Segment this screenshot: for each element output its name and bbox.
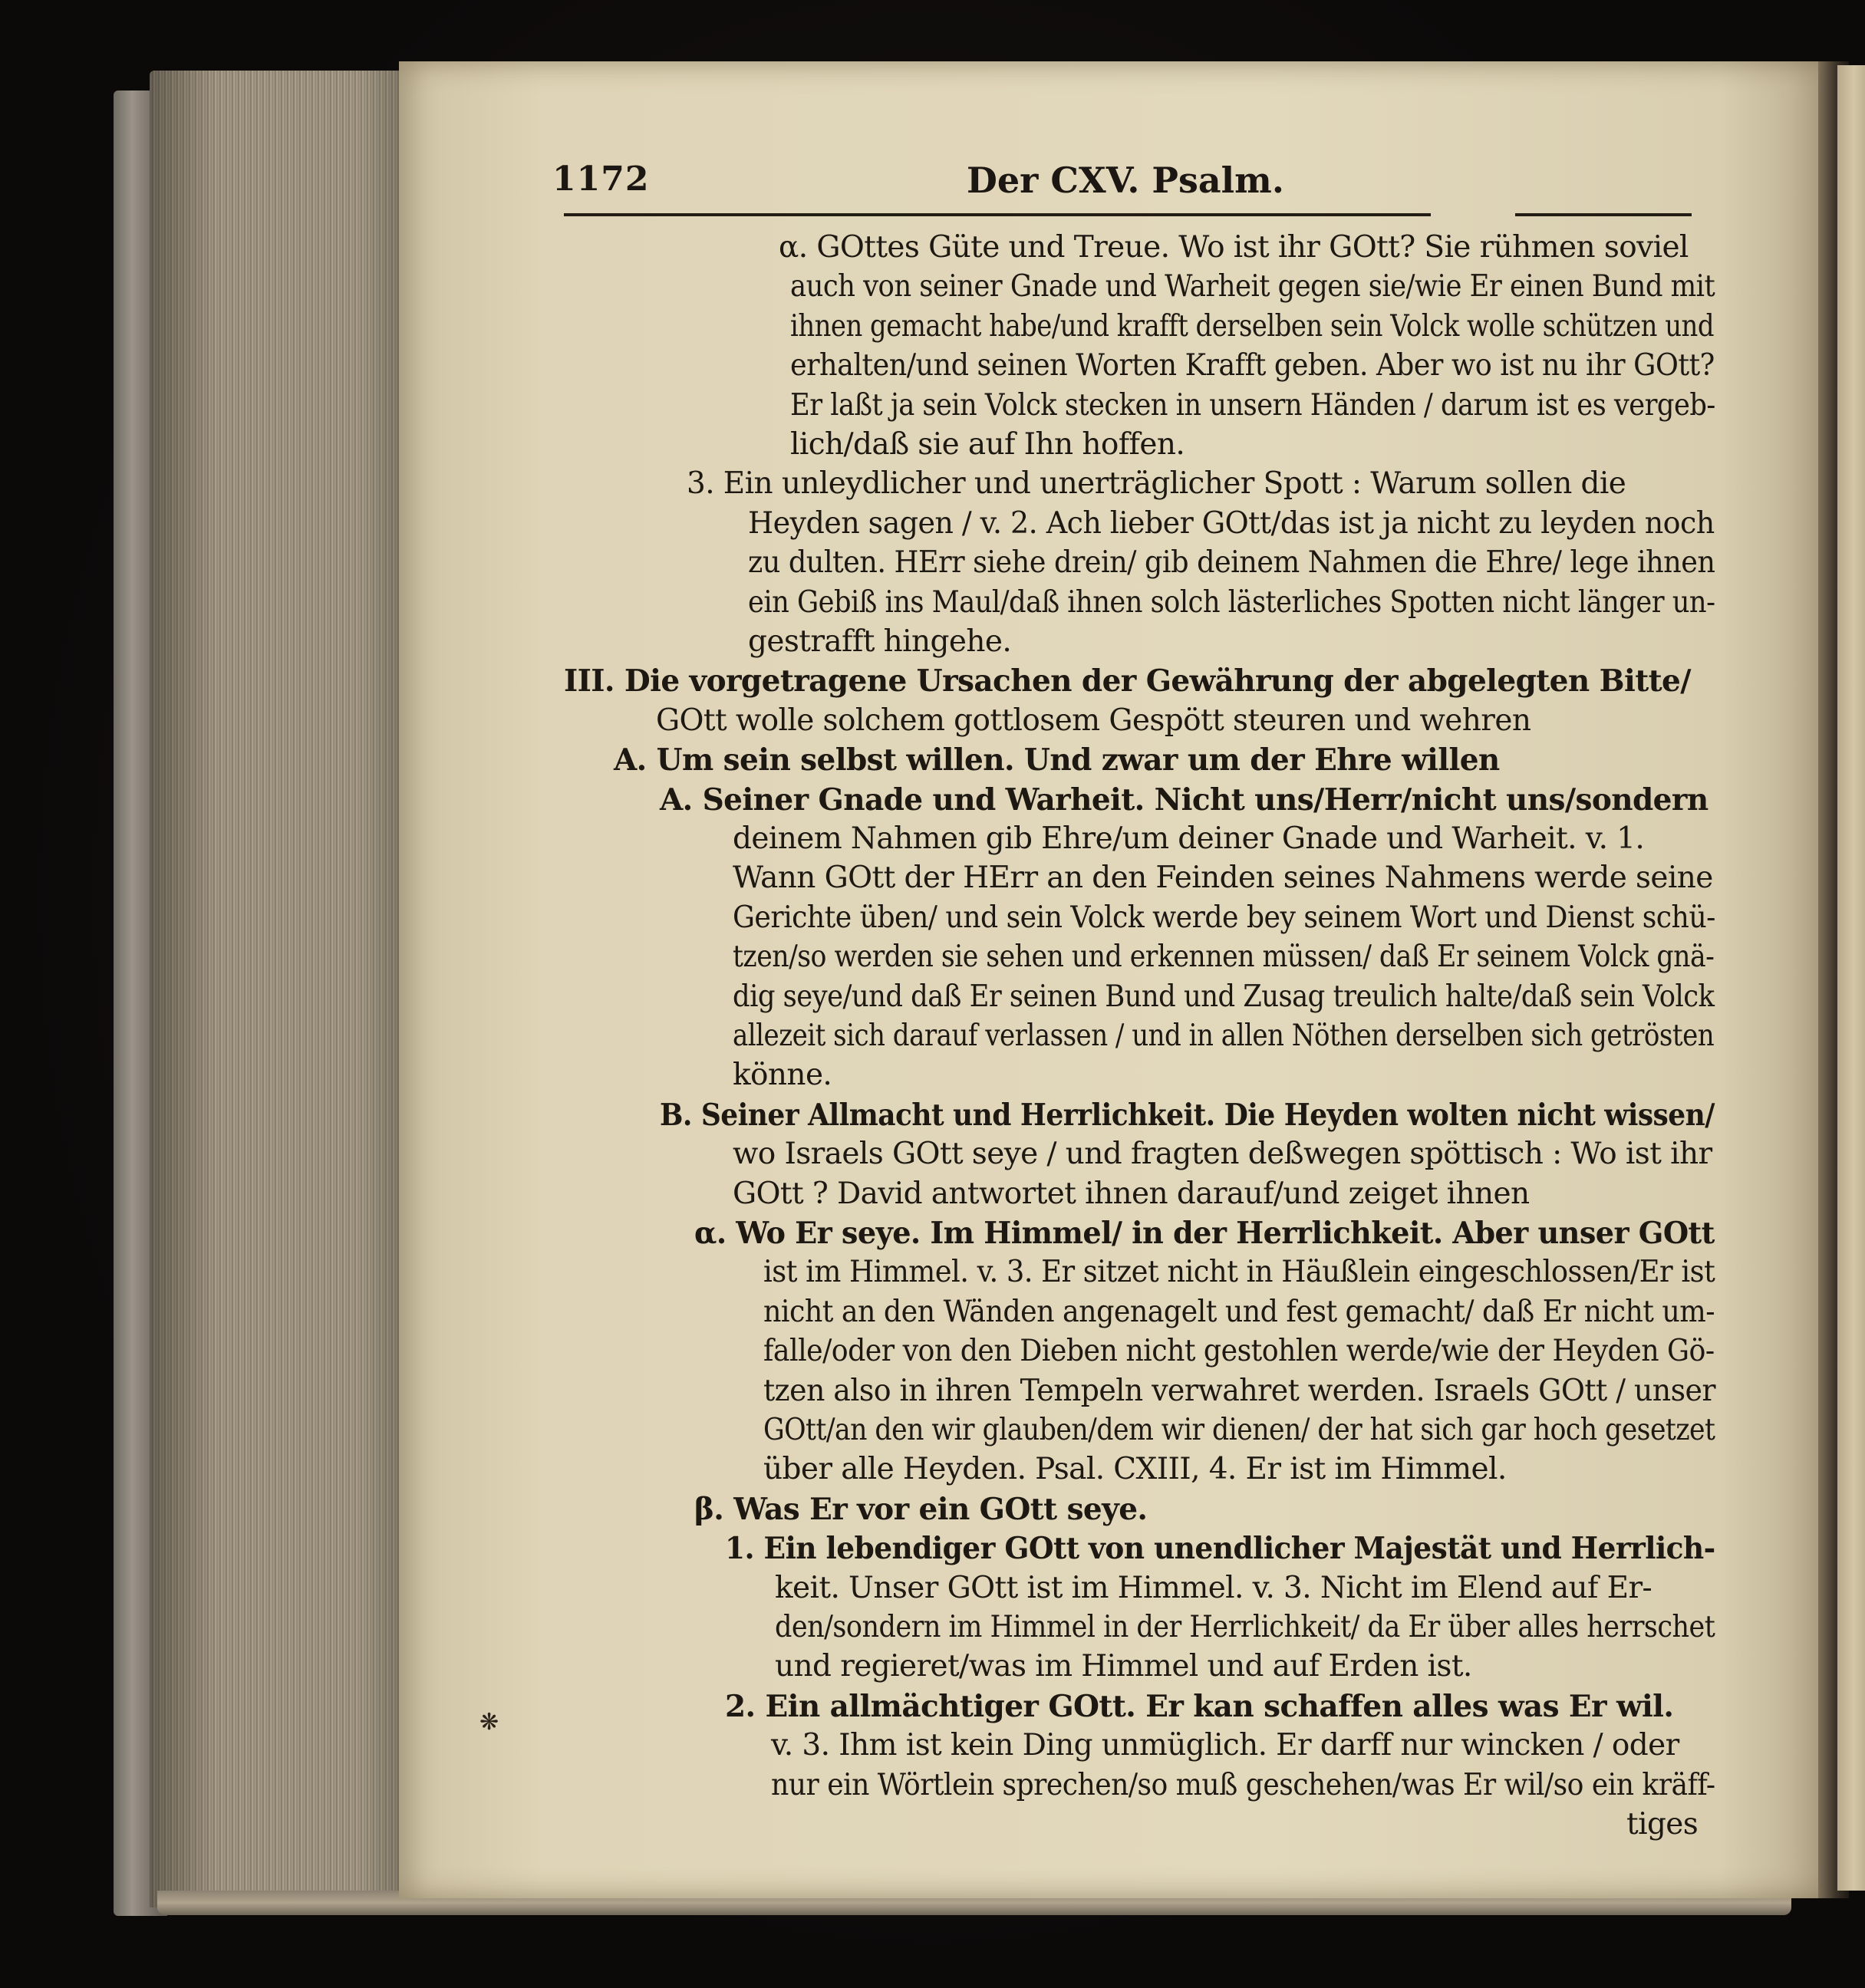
text-line: zu dulten. HErr siehe drein/ gib deinem Nahmen die Ehre/ lege ihnen (748, 545, 1715, 580)
marginal-mark: ❋ (479, 1709, 499, 1736)
page-number: 1172 (552, 160, 650, 199)
text-line: tzen also in ihren Tempeln verwahret werden. Israels GOtt / unser (763, 1374, 1715, 1408)
text-line: tiges (1626, 1807, 1699, 1842)
text-line: nicht an den Wänden angenagelt und fest gemacht/ daß Er nicht um- (763, 1295, 1715, 1329)
text-line: v. 3. Ihm ist kein Ding unmüglich. Er darff nur wincken / oder (771, 1728, 1679, 1763)
text-line: auch von seiner Gnade und Warheit gegen sie/wie Er einen Bund mit (790, 269, 1715, 304)
text-line: nur ein Wörtlein sprechen/so muß geschehen/was Er wil/so ein kräff- (771, 1768, 1715, 1802)
text-line: allezeit sich darauf verlassen / und in allen Nöthen derselben sich getrösten (733, 1019, 1715, 1053)
text-line: Heyden sagen / v. 2. Ach lieber GOtt/das ist ja nicht zu leyden noch (748, 506, 1715, 541)
text-line: und regieret/was im Himmel und auf Erden ist. (775, 1649, 1472, 1684)
text-line: 3. Ein unleydlicher und unerträglicher Spott : Warum sollen die (687, 466, 1626, 501)
text-line: Er laßt ja sein Volck stecken in unsern Händen / darum ist es vergeb- (790, 388, 1715, 423)
text-line: ihnen gemacht habe/und krafft derselben sein Volck wolle schützen und (790, 309, 1715, 344)
text-line: A. Seiner Gnade und Warheit. Nicht uns/Herr/nicht uns/sondern (660, 782, 1708, 818)
text-line: keit. Unser GOtt ist im Himmel. v. 3. Nicht im Elend auf Er- (775, 1571, 1652, 1605)
running-head: Der CXV. Psalm. (967, 160, 1284, 201)
text-line: 2. Ein allmächtiger GOtt. Er kan schaffen alles was Er wil. (725, 1689, 1674, 1724)
text-line: könne. (733, 1058, 832, 1092)
text-line: erhalten/und seinen Worten Krafft geben. Aber wo ist nu ihr GOtt? (790, 348, 1715, 383)
text-line: tzen/so werden sie sehen und erkennen müssen/ daß Er seinem Volck gnä- (733, 940, 1715, 974)
text-line: ist im Himmel. v. 3. Er sitzet nicht in Häußlein eingeschlossen/Er ist (763, 1255, 1715, 1289)
text-line: über alle Heyden. Psal. CXIII, 4. Er ist im Himmel. (763, 1452, 1507, 1486)
text-line: lich/daß sie auf Ihn hoffen. (790, 427, 1185, 462)
text-line: dig seye/und daß Er seinen Bund und Zusag treulich halte/daß sein Volck (733, 979, 1715, 1014)
text-line: α. Wo Er seye. Im Himmel/ in der Herrlichkeit. Aber unser GOtt (694, 1216, 1715, 1251)
text-line: α. GOttes Güte und Treue. Wo ist ihr GOtt? Sie rühmen soviel (779, 230, 1689, 265)
text-line: GOtt ? David antwortet ihnen darauf/und zeiget ihnen (733, 1177, 1530, 1211)
text-line: falle/oder von den Dieben nicht gestohlen werde/wie der Heyden Gö- (763, 1334, 1715, 1368)
text-line: GOtt wolle solchem gottlosem Gespött steuren und wehren (656, 703, 1531, 738)
text-line: III. Die vorgetragene Ursachen der Gewährung der abgelegten Bitte/ (564, 663, 1691, 699)
text-line: ein Gebiß ins Maul/daß ihnen solch lästerliches Spotten nicht länger un- (748, 585, 1715, 620)
text-line: A. Um sein selbst willen. Und zwar um der Ehre willen (614, 742, 1500, 778)
text-line: Wann GOtt der HErr an den Feinden seines Nahmens werde seine (733, 861, 1713, 895)
text-line: β. Was Er vor ein GOtt seye. (694, 1492, 1148, 1527)
text-line: gestrafft hingehe. (748, 624, 1012, 659)
text-line: deinem Nahmen gib Ehre/um deiner Gnade und Warheit. v. 1. (733, 821, 1645, 856)
text-line: GOtt/an den wir glauben/dem wir dienen/ der hat sich gar hoch gesetzet (763, 1413, 1715, 1447)
text-line: 1. Ein lebendiger GOtt von unendlicher Majestät und Herrlich- (725, 1531, 1715, 1566)
text-line: B. Seiner Allmacht und Herrlichkeit. Die Heyden wolten nicht wissen/ (660, 1098, 1715, 1133)
text-line: Gerichte üben/ und sein Volck werde bey seinem Wort und Dienst schü- (733, 900, 1715, 935)
text-line: den/sondern im Himmel in der Herrlichkeit/ da Er über alles herrschet (775, 1610, 1715, 1644)
text-line: wo Israels GOtt seye / und fragten deßwegen spöttisch : Wo ist ihr (733, 1137, 1712, 1171)
